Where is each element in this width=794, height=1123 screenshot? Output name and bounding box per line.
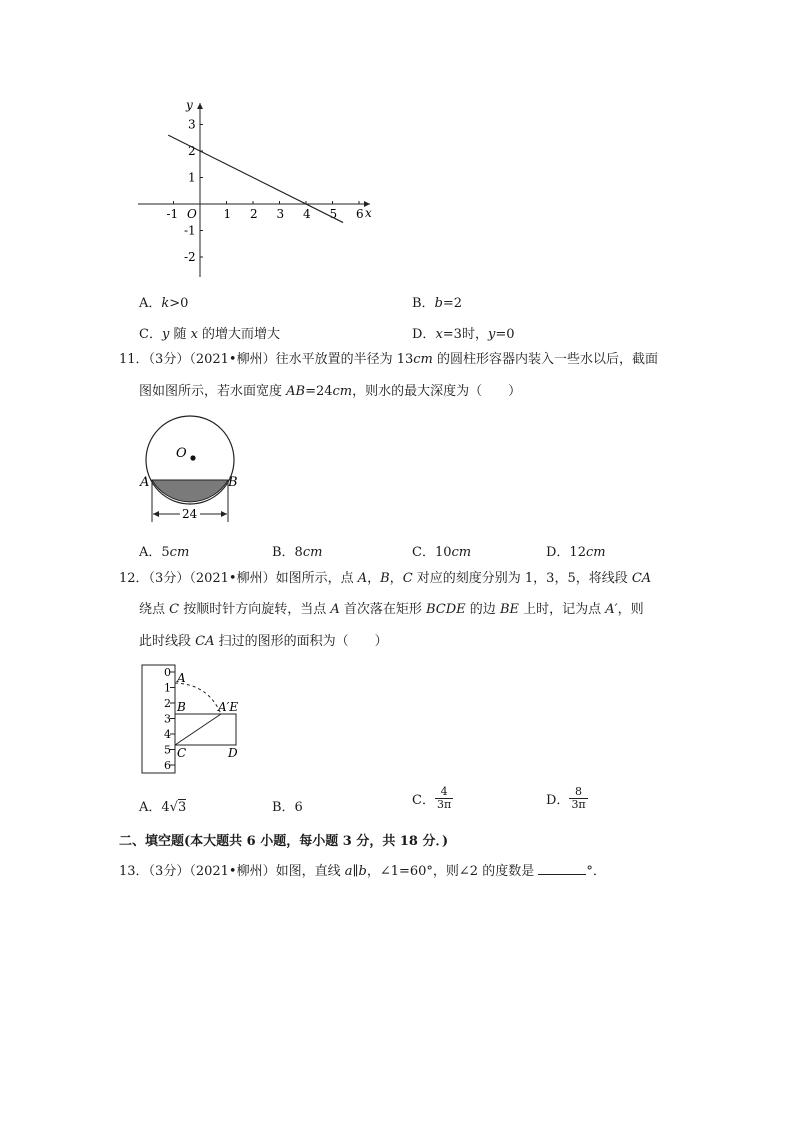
segment-ca-prime xyxy=(175,714,221,745)
q11-line-1 xyxy=(119,350,658,370)
text: ， xyxy=(367,571,381,586)
unit: cm xyxy=(302,545,323,560)
text: =24 xyxy=(305,384,333,399)
option-letter: A． xyxy=(139,800,162,815)
y-tick-label: -2 xyxy=(184,250,196,264)
y-axis-label: y xyxy=(186,98,193,112)
y-tick-label: -1 xyxy=(184,223,196,238)
fraction xyxy=(569,786,587,811)
shape: BCDE xyxy=(426,602,466,617)
dim-arrow-right xyxy=(221,511,227,517)
label-b: B xyxy=(177,700,186,714)
text: 扫过的图形的面积为（ ） xyxy=(214,634,388,649)
rectangle-bcde xyxy=(175,714,236,745)
ruler-tick-label: 5 xyxy=(164,743,171,757)
x-tick-label: 2 xyxy=(250,207,258,221)
ruler-tick-label: 1 xyxy=(164,681,171,695)
text: °． xyxy=(586,864,606,879)
q13-line xyxy=(119,862,606,882)
text: 对应的刻度分别为 1，3，5，将线段 xyxy=(412,571,632,586)
option-var: x xyxy=(190,327,198,342)
ruler-tick-label: 2 xyxy=(164,697,171,710)
denominator: 3π xyxy=(571,798,586,811)
text: ，则水的最大深度为（ ） xyxy=(352,384,522,399)
denominator: 3π xyxy=(436,798,452,811)
x-tick-label: 6 xyxy=(356,207,364,221)
point: B xyxy=(380,571,390,586)
origin-label: O xyxy=(187,207,197,221)
point-a-label: A xyxy=(140,475,150,490)
option-text: =0 xyxy=(495,327,515,342)
label-a: A xyxy=(177,671,186,685)
point: C xyxy=(169,602,180,617)
option-var: y xyxy=(161,327,170,342)
segment: AB xyxy=(286,384,306,399)
ruler-tick-label: 3 xyxy=(164,712,171,726)
label-c: C xyxy=(177,746,187,760)
segment: CA xyxy=(195,634,215,649)
segment: CA xyxy=(631,571,652,586)
option-text: >0 xyxy=(169,296,189,311)
unit: cm xyxy=(332,384,353,399)
x-tick-label: 5 xyxy=(329,207,338,221)
ruler-rectangle-figure xyxy=(138,662,258,780)
dim-arrow-left xyxy=(153,511,159,517)
text: 11．（3分）（2021•柳州）往水平放置的半径为 13 xyxy=(119,352,414,367)
option-text: C．10 xyxy=(412,545,452,560)
x-tick-label: 1 xyxy=(223,207,232,221)
option-letter: D． xyxy=(546,793,570,808)
y-tick-label: 1 xyxy=(188,170,196,185)
q11-option-a[interactable] xyxy=(139,541,189,560)
q11-option-d[interactable] xyxy=(546,541,606,560)
text: 按顺时针方向旋转，当点 xyxy=(179,602,331,617)
q12-option-d[interactable] xyxy=(546,786,588,811)
text: ，则 xyxy=(617,602,644,617)
point: A xyxy=(330,602,340,617)
text: 上时，记为点 xyxy=(518,602,606,617)
text: ， xyxy=(389,571,403,586)
center-dot xyxy=(190,455,195,460)
q11-option-b[interactable] xyxy=(272,541,322,560)
option-text: A．5 xyxy=(139,545,170,560)
radicand: 3 xyxy=(177,800,187,815)
x-axis-label: x xyxy=(365,206,372,220)
text: 首次落在矩形 xyxy=(339,602,427,617)
label-a-prime-e: A′E xyxy=(218,700,239,714)
ruler-tick-label: 6 xyxy=(164,759,171,772)
point: C xyxy=(402,571,413,586)
text: 13．（3分）（2021•柳州）如图，直线 xyxy=(119,864,345,879)
option-text: 的增大而增大 xyxy=(197,327,281,342)
q10-option-b[interactable] xyxy=(412,292,462,311)
line-a: a xyxy=(344,864,353,879)
q12-line-2 xyxy=(139,600,644,620)
answer-blank[interactable] xyxy=(538,862,586,875)
x-tick-label: 4 xyxy=(303,207,311,221)
numerator: 8 xyxy=(569,786,587,799)
option-text: D．12 xyxy=(546,545,586,560)
x-tick-label: -1 xyxy=(166,207,179,221)
text: 的圆柱形容器内装入一些水以后，截面 xyxy=(432,352,658,367)
q11-line-2 xyxy=(139,382,521,402)
text: 图如图所示，若水面宽度 xyxy=(139,384,287,399)
unit: cm xyxy=(169,545,190,560)
unit: cm xyxy=(451,545,472,560)
option-letter: A． xyxy=(139,296,162,311)
option-var: y xyxy=(487,327,496,342)
fraction xyxy=(435,786,453,811)
option-text: B．8 xyxy=(272,545,303,560)
point: A′ xyxy=(605,602,618,617)
line-b: b xyxy=(358,864,367,879)
text: 12．（3分）（2021•柳州）如图所示，点 xyxy=(119,571,358,586)
sqrt-icon: √ xyxy=(169,800,178,815)
text: ，∠1=60°，则∠2 的度数是 xyxy=(366,864,539,879)
point: A xyxy=(357,571,368,586)
option-letter: C． xyxy=(139,327,162,342)
ruler-tick-label: 0 xyxy=(164,666,171,679)
option-coefficient: 4 xyxy=(161,800,170,815)
option-var: x xyxy=(435,327,443,342)
option-text: =3时， xyxy=(442,327,488,342)
x-tick-label: 3 xyxy=(276,207,285,221)
option-letter: B． xyxy=(412,296,435,311)
center-label: O xyxy=(176,446,187,461)
option-var: k xyxy=(161,296,170,311)
option-letter: C． xyxy=(412,793,435,808)
section-2-title: 二、填空题(本大题共 6 小题，每小题 3 分，共 18 分．) xyxy=(119,834,449,849)
q12-option-b[interactable] xyxy=(272,796,303,815)
y-tick-label: 2 xyxy=(188,144,196,158)
unit: cm xyxy=(413,352,433,367)
option-var: b xyxy=(434,296,443,311)
q12-option-c[interactable] xyxy=(412,786,453,811)
numerator: 4 xyxy=(435,786,453,799)
circle-water-figure xyxy=(138,410,248,530)
q10-option-c[interactable] xyxy=(139,323,280,342)
option-text: =2 xyxy=(442,296,463,311)
point-b-label: B xyxy=(228,475,238,490)
y-tick-label: 3 xyxy=(188,117,196,132)
label-d: D xyxy=(228,746,238,760)
q10-option-d[interactable] xyxy=(412,323,514,342)
text: 此时线段 xyxy=(139,634,196,649)
linear-function-graph xyxy=(130,95,380,285)
option-text: 随 xyxy=(169,327,191,342)
q11-option-c[interactable] xyxy=(412,541,471,560)
width-label: 24 xyxy=(182,507,198,521)
q12-line-3 xyxy=(139,632,388,652)
q12-line-1 xyxy=(119,569,651,589)
segment: BE xyxy=(499,602,519,617)
option-text: B．6 xyxy=(272,800,303,815)
option-letter: D． xyxy=(412,327,436,342)
ruler-tick-label: 4 xyxy=(164,728,171,741)
q12-option-a[interactable] xyxy=(139,796,186,815)
text: 绕点 xyxy=(139,602,170,617)
parallel-icon: ∥ xyxy=(352,864,359,879)
water-segment xyxy=(152,480,228,502)
text: 的边 xyxy=(465,602,500,617)
q10-option-a[interactable] xyxy=(139,292,188,311)
unit: cm xyxy=(585,545,606,560)
